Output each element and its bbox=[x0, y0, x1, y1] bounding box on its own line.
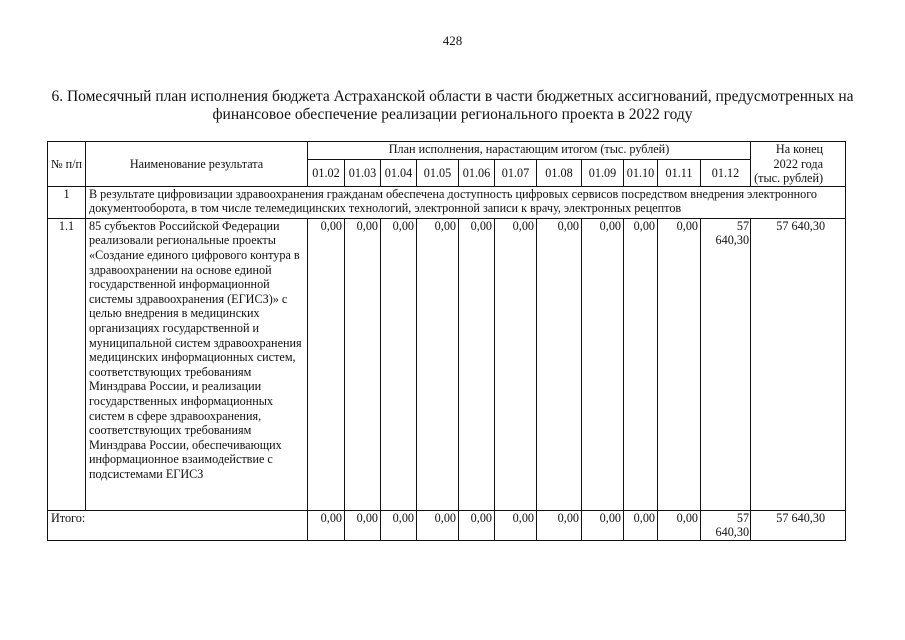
row-value: 0,00 bbox=[537, 218, 582, 510]
month-header: 01.12 bbox=[701, 160, 751, 187]
month-header: 01.10 bbox=[624, 160, 658, 187]
result-row bbox=[48, 218, 846, 510]
section-num: 1 bbox=[48, 186, 86, 218]
total-value: 0,00 bbox=[345, 510, 381, 540]
header-name: Наименование результата bbox=[86, 142, 308, 187]
title-line-1: 6. Помесячный план исполнения бюджета Астраханской области в части бюджетных ассигнований, предусмотренных на bbox=[51, 88, 854, 105]
month-header: 01.04 bbox=[381, 160, 417, 187]
title-line-2: финансовое обеспечение реализации регионального проекта в 2022 году bbox=[212, 106, 693, 123]
row-value: 0,00 bbox=[459, 218, 495, 510]
section-row bbox=[48, 186, 846, 218]
row-value: 0,00 bbox=[417, 218, 459, 510]
row-value: 57 640,30 bbox=[701, 218, 751, 510]
month-header: 01.06 bbox=[459, 160, 495, 187]
total-value: 0,00 bbox=[417, 510, 459, 540]
month-header: 01.08 bbox=[537, 160, 582, 187]
row-end-value: 57 640,30 bbox=[751, 218, 846, 510]
total-value: 0,00 bbox=[308, 510, 345, 540]
total-end-value: 57 640,30 bbox=[751, 510, 846, 540]
row-value: 0,00 bbox=[495, 218, 537, 510]
document-title bbox=[40, 88, 865, 124]
header-row-top bbox=[48, 142, 846, 160]
total-value: 0,00 bbox=[582, 510, 624, 540]
section-text: В результате цифровизации здравоохранения гражданам обеспечена доступность цифровых сервисов посредством внедрения электронного документооборота, в том числе телемедицинских технологий, электронной записи к врачу, электронных рецептов bbox=[86, 186, 846, 218]
month-header: 01.02 bbox=[308, 160, 345, 187]
row-value: 0,00 bbox=[345, 218, 381, 510]
page-number: 428 bbox=[442, 33, 463, 48]
result-name: 85 субъектов Российской Федерации реализовали региональные проекты «Создание единого цифрового контура в здравоохранении на основе единой государственной информационной системы здравоохранения (ЕГИСЗ)» с целью внедрения в медицинских организациях государственной и муниципальной систем здравоохранения медицинских информационных систем, соответствующих требованиям Минздрава России, и реализации государственных информационных систем в сфере здравоохранения, соответствующих требованиям Минздрава России, обеспечивающих информационное взаимодействие с подсистемами ЕГИСЗ bbox=[86, 218, 308, 510]
header-end: На конец 2022 года (тыс. рублей) bbox=[751, 142, 846, 187]
total-value: 0,00 bbox=[658, 510, 701, 540]
row-value: 0,00 bbox=[582, 218, 624, 510]
total-value: 0,00 bbox=[495, 510, 537, 540]
row-num: 1.1 bbox=[48, 218, 86, 510]
month-header: 01.05 bbox=[417, 160, 459, 187]
header-plan: План исполнения, нарастающим итогом (тыс. рублей) bbox=[308, 142, 751, 160]
total-value: 0,00 bbox=[537, 510, 582, 540]
row-value: 0,00 bbox=[658, 218, 701, 510]
total-value: 57 640,30 bbox=[701, 510, 751, 540]
total-value: 0,00 bbox=[459, 510, 495, 540]
budget-plan-table bbox=[47, 141, 846, 541]
month-header: 01.03 bbox=[345, 160, 381, 187]
total-row bbox=[48, 510, 846, 540]
row-value: 0,00 bbox=[308, 218, 345, 510]
total-value: 0,00 bbox=[624, 510, 658, 540]
month-header: 01.07 bbox=[495, 160, 537, 187]
row-value: 0,00 bbox=[381, 218, 417, 510]
month-header: 01.09 bbox=[582, 160, 624, 187]
total-label: Итого: bbox=[48, 510, 308, 540]
month-header: 01.11 bbox=[658, 160, 701, 187]
row-value: 0,00 bbox=[624, 218, 658, 510]
total-value: 0,00 bbox=[381, 510, 417, 540]
header-num: № п/п bbox=[48, 142, 86, 187]
